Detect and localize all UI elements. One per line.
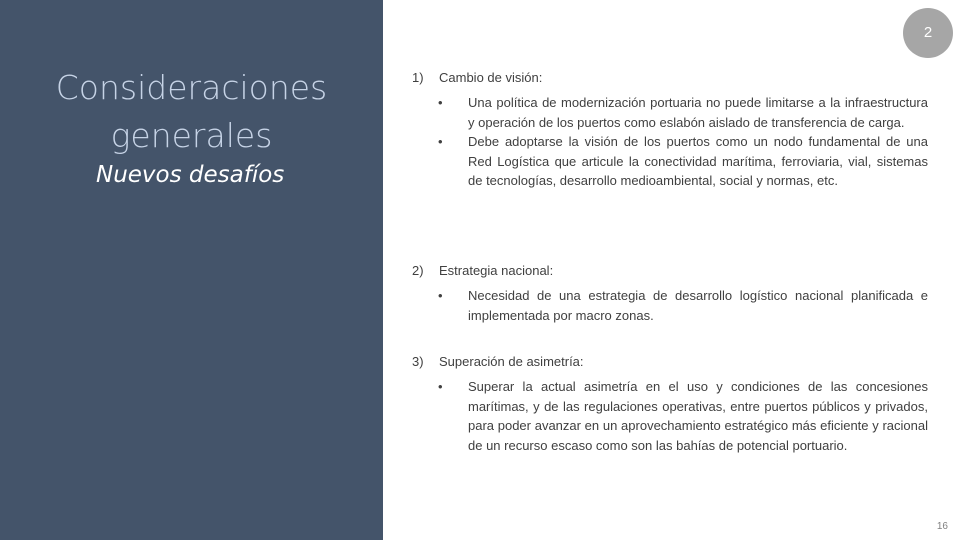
bullet-text: Necesidad de una estrategia de desarrollo logístico nacional planificada e implementada por macro zonas.	[468, 288, 928, 323]
slide-number-badge: 2	[903, 8, 953, 58]
bullet-text: Una política de modernización portuaria no puede limitarse a la infraestructura y operación de los puertos como eslabón aislado de transferencia de carga.	[468, 95, 928, 130]
section-heading	[412, 261, 928, 281]
section-title: Superación de asimetría:	[439, 354, 584, 369]
section-number: 1)	[412, 70, 424, 85]
section-title: Cambio de visión:	[439, 70, 543, 85]
list-item	[412, 377, 928, 455]
bullet-icon: •	[438, 379, 443, 394]
list-item	[412, 93, 928, 132]
title-line-1: Consideraciones	[55, 68, 328, 107]
section-heading	[412, 68, 928, 88]
content-area	[412, 68, 928, 453]
left-title-panel	[0, 0, 383, 540]
bullet-icon: •	[438, 288, 443, 303]
list-item	[412, 132, 928, 191]
section-superacion-asimetria	[412, 352, 928, 455]
slide-title	[0, 64, 383, 160]
bullet-icon: •	[438, 134, 443, 150]
list-item	[412, 286, 928, 325]
section-title: Estrategia nacional:	[439, 263, 554, 278]
section-number: 3)	[412, 354, 424, 369]
section-estrategia-nacional	[412, 261, 928, 325]
section-heading	[412, 352, 928, 372]
page-number: 16	[936, 521, 948, 532]
title-line-2: generales	[110, 116, 273, 155]
bullet-text: Superar la actual asimetría en el uso y condiciones de las concesiones marítimas, y de las regulaciones operativas, entre puertos públicos y privados, para poder avanzar en un aprovechamiento estratégico más eficiente y racional de un recurso escaso como son las bahías de potencial portuario.	[468, 379, 928, 453]
section-cambio-vision	[412, 68, 928, 191]
bullet-text: Debe adoptarse la visión de los puertos como un nodo fundamental de una Red Logística que articule la conectividad marítima, ferroviaria, vial, sistemas de tecnologías, desarrollo medioambiental, social y normas, etc.	[468, 134, 928, 189]
slide-subtitle: Nuevos desafíos	[96, 162, 285, 188]
bullet-icon: •	[438, 95, 443, 110]
section-number: 2)	[412, 263, 424, 278]
